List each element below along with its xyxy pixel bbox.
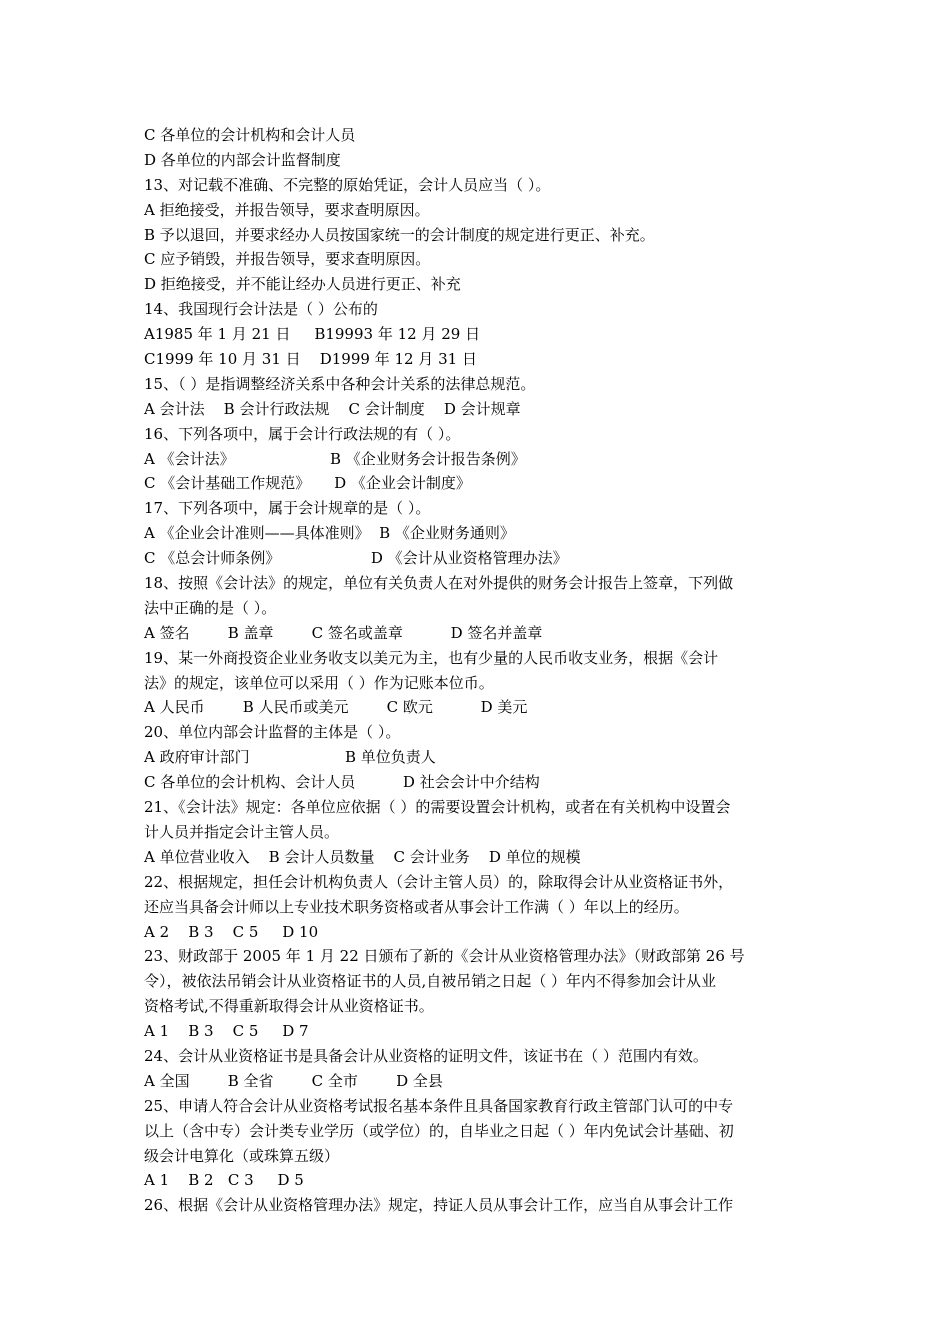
text-line: A 会计法 B 会计行政法规 C 会计制度 D 会计规章 (144, 399, 521, 418)
text-line: A 拒绝接受，并报告领导，要求查明原因。 (144, 200, 430, 219)
text-line: 17、下列各项中，属于会计规章的是（ ）。 (144, 499, 431, 518)
text-line: 令），被依法吊销会计从业资格证书的人员,自被吊销之日起（ ）年内不得参加会计从业 (144, 972, 717, 991)
text-line: 以上（含中专）会计类专业学历（或学位）的，自毕业之日起（ ）年内免试会计基础、初 (144, 1121, 734, 1140)
text-line: 计人员并指定会计主管人员。 (144, 822, 340, 841)
text-line: 法中正确的是（ ）。 (144, 598, 277, 617)
document-body (144, 123, 808, 1218)
text-line: 20、单位内部会计监督的主体是（ ）。 (144, 723, 401, 742)
text-line: 18、按照《会计法》的规定，单位有关负责人在对外提供的财务会计报告上签章，下列做 (144, 574, 734, 593)
text-line: A 《会计法》 B 《企业财务会计报告条例》 (144, 449, 526, 468)
text-line: C 《总会计师条例》 D 《会计从业资格管理办法》 (144, 549, 568, 568)
text-line: D 拒绝接受，并不能让经办人员进行更正、补充 (144, 275, 461, 294)
text-line: D 各单位的内部会计监督制度 (144, 150, 341, 169)
text-line: 21、《会计法》规定：各单位应依据（ ）的需要设置会计机构，或者在有关机构中设置会 (144, 798, 731, 817)
text-line: B 予以退回，并要求经办人员按国家统一的会计制度的规定进行更正、补充。 (144, 225, 655, 244)
text-line: A 《企业会计准则——具体准则》 B 《企业财务通则》 (144, 524, 515, 543)
text-line: 16、下列各项中，属于会计行政法规的有（ ）。 (144, 424, 461, 443)
text-line: 15、（ ）是指调整经济关系中各种会计关系的法律总规范。 (144, 374, 536, 393)
text-line: 法》的规定，该单位可以采用（ ）作为记账本位币。 (144, 673, 494, 692)
text-line: A 单位营业收入 B 会计人员数量 C 会计业务 D 单位的规模 (144, 847, 581, 866)
text-line: A 签名 B 盖章 C 签名或盖章 D 签名并盖章 (144, 623, 543, 642)
text-line: 25、申请人符合会计从业资格考试报名基本条件且具备国家教育行政主管部门认可的中专 (144, 1096, 734, 1115)
text-line: C1999 年 10 月 31 日 D1999 年 12 月 31 日 (144, 350, 477, 369)
text-line: 23、财政部于 2005 年 1 月 22 日颁布了新的《会计从业资格管理办法》（财政部第 26 号 (144, 947, 745, 966)
text-line: 级会计电算化（或珠算五级） (144, 1146, 340, 1165)
text-line: C 《会计基础工作规范》 D 《企业会计制度》 (144, 474, 471, 493)
text-line: C 应予销毁，并报告领导，要求查明原因。 (144, 250, 431, 269)
text-line: A1985 年 1 月 21 日 B19993 年 12 月 29 日 (144, 325, 481, 344)
text-line: 19、某一外商投资企业业务收支以美元为主，也有少量的人民币收支业务，根据《会计 (144, 648, 719, 667)
text-line: A 政府审计部门 B 单位负责人 (144, 748, 436, 767)
text-line: 13、对记载不准确、不完整的原始凭证，会计人员应当（ ）。 (144, 175, 551, 194)
text-line: A 2 B 3 C 5 D 10 (144, 922, 319, 941)
text-line: A 人民币 B 人民币或美元 C 欧元 D 美元 (144, 698, 528, 717)
text-line: 22、根据规定，担任会计机构负责人（会计主管人员）的，除取得会计从业资格证书外， (144, 872, 734, 891)
text-line: C 各单位的会计机构、会计人员 D 社会会计中介结构 (144, 773, 540, 792)
text-line: 还应当具备会计师以上专业技术职务资格或者从事会计工作满（ ）年以上的经历。 (144, 897, 689, 916)
text-line: C 各单位的会计机构和会计人员 (144, 126, 356, 144)
text-line: A 全国 B 全省 C 全市 D 全县 (144, 1071, 443, 1090)
text-line: 24、会计从业资格证书是具备会计从业资格的证明文件，该证书在（ ）范围内有效。 (144, 1046, 708, 1065)
text-line: A 1 B 2 C 3 D 5 (144, 1171, 304, 1190)
text-line: 14、我国现行会计法是（ ）公布的 (144, 300, 378, 319)
text-line: 资格考试,不得重新取得会计从业资格证书。 (144, 997, 434, 1016)
text-line: A 1 B 3 C 5 D 7 (144, 1022, 309, 1041)
text-line: 26、根据《会计从业资格管理办法》规定，持证人员从事会计工作，应当自从事会计工作 (144, 1196, 734, 1215)
